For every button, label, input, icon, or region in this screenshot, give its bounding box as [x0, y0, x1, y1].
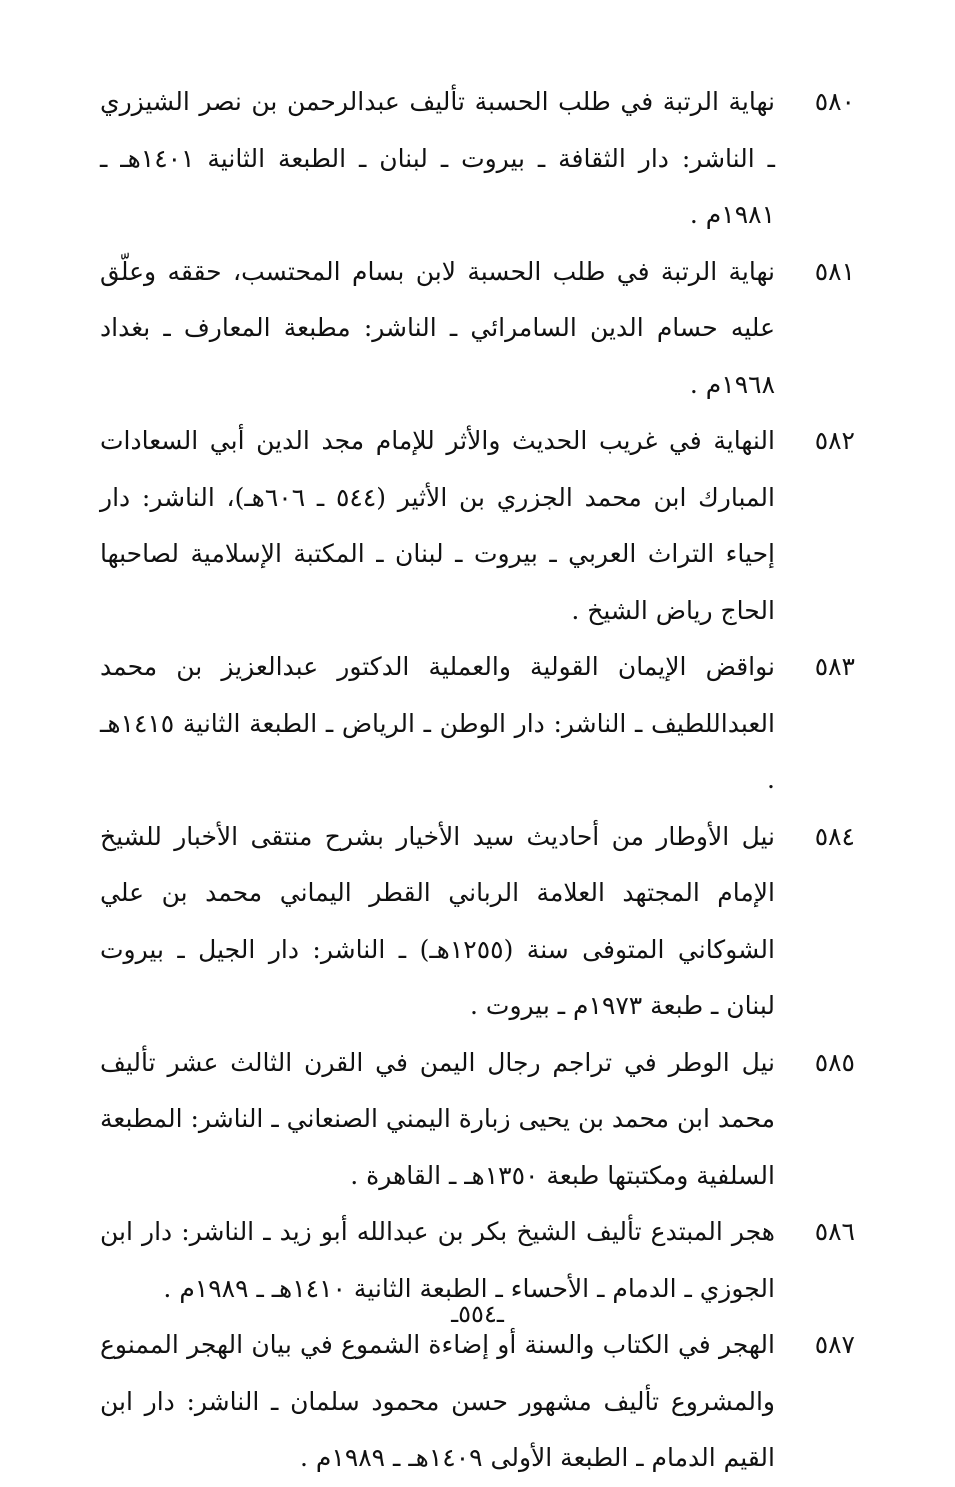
bibliography-entry-582 — [100, 413, 855, 639]
entry-number: ٥٨١ — [814, 256, 855, 286]
entry-text: الهجر في الكتاب والسنة أو إضاءة الشموع في بيان الهجر الممنوع والمشروع تأليف مشهور حسن محمود سلمان ـ الناشر: دار ابن القيم الدمام ـ الطبعة الأولى ١٤٠٩هـ ـ ١٩٨٩م . — [100, 1330, 775, 1472]
entry-text: نيل الأوطار من أحاديث سيد الأخيار بشرح منتقى الأخبار للشيخ الإمام المجتهد العلامة الرباني القطر اليماني محمد بن علي الشوكاني المتوفى سنة (١٢٥٥هـ) ـ الناشر: دار الجيل ـ بيروت لبنان ـ طبعة ١٩٧٣م ـ بيروت . — [100, 821, 775, 1020]
bibliography-entry-585 — [100, 1035, 855, 1205]
entry-number: ٥٨٢ — [814, 426, 855, 455]
entry-text: نهاية الرتبة في طلب الحسبة تأليف عبدالرحمن بن نصر الشيزري ـ الناشر: دار الثقافة ـ بيروت ـ لبنان ـ الطبعة الثانية ١٤٠١هـ ـ ١٩٨١م . — [100, 87, 775, 229]
bibliography-entry-580 — [100, 74, 855, 244]
entry-number: ٥٨٥ — [814, 1047, 855, 1077]
bibliography-entry-587 — [100, 1317, 855, 1487]
bibliography-entry-581 — [100, 244, 855, 414]
page-number: ـ٥٥٤ـ — [451, 1300, 504, 1328]
bibliography-entry-583 — [100, 639, 855, 809]
entry-text: نيل الوطر في تراجم رجال اليمن في القرن الثالث عشر تأليف محمد ابن محمد بن يحيى زبارة اليمني الصنعاني ـ الناشر: المطبعة السلفية ومكتبتها طبعة ١٣٥٠هـ ـ القاهرة . — [100, 1047, 775, 1190]
entry-number: ٥٨٤ — [814, 821, 855, 851]
bibliography-list — [100, 74, 855, 1487]
entry-text: هجر المبتدع تأليف الشيخ بكر بن عبدالله أبو زيد ـ الناشر: دار ابن الجوزي ـ الدمام ـ الأحساء ـ الطبعة الثانية ١٤١٠هـ ـ ١٩٨٩م . — [100, 1217, 775, 1303]
entry-text: نواقض الإيمان القولية والعملية الدكتور عبدالعزيز بن محمد العبداللطيف ـ الناشر: دار الوطن ـ الرياض ـ الطبعة الثانية ١٤١٥هـ . — [100, 652, 775, 794]
entry-number: ٥٨٦ — [814, 1217, 855, 1246]
entry-number: ٥٨٣ — [814, 652, 855, 681]
entry-number: ٥٨٠ — [814, 87, 855, 116]
entry-text: نهاية الرتبة في طلب الحسبة لابن بسام المحتسب، حققه وعلّق عليه حسام الدين السامرائي ـ الناشر: مطبعة المعارف ـ بغداد ١٩٦٨م . — [100, 256, 775, 399]
bibliography-entry-584 — [100, 809, 855, 1035]
entry-number: ٥٨٧ — [814, 1330, 855, 1359]
entry-text: النهاية في غريب الحديث والأثر للإمام مجد الدين أبي السعادات المبارك ابن محمد الجزري بن الأثير (٥٤٤ ـ ٦٠٦هـ)، الناشر: دار إحياء التراث العربي ـ بيروت ـ لبنان ـ المكتبة الإسلامية لصاحبها الحاج رياض الشيخ . — [100, 426, 775, 625]
